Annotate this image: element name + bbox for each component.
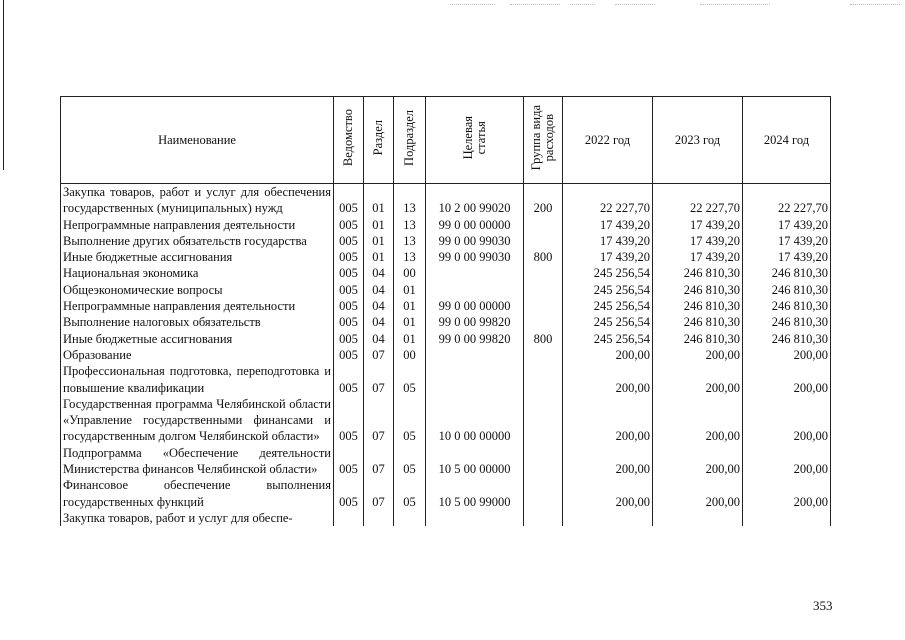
cell-statya [426, 510, 524, 526]
cell-podrazdel: 01 [394, 298, 426, 314]
cell-name: Иные бюджетные ассигнования [61, 249, 334, 265]
table-row [61, 347, 831, 363]
cell-2023: 200,00 [653, 477, 743, 510]
cell-statya: 99 0 00 00000 [426, 217, 524, 233]
cell-2024: 200,00 [743, 347, 831, 363]
cell-2023: 200,00 [653, 396, 743, 445]
cell-razdel: 04 [364, 265, 394, 281]
table-body [61, 184, 831, 527]
cell-2022: 200,00 [563, 347, 653, 363]
cell-statya: 10 5 00 00000 [426, 445, 524, 478]
table-row [61, 445, 831, 478]
cell-name: Непрограммные направления деятельности [61, 298, 334, 314]
cell-razdel: 07 [364, 363, 394, 396]
table-row [61, 282, 831, 298]
budget-table [60, 96, 831, 526]
cell-name: Образование [61, 347, 334, 363]
cell-2023: 200,00 [653, 445, 743, 478]
header-podrazdel [394, 97, 426, 184]
cell-2023: 200,00 [653, 363, 743, 396]
cell-statya [426, 347, 524, 363]
cell-vedomstvo: 005 [334, 217, 364, 233]
cell-statya: 99 0 00 99820 [426, 314, 524, 330]
cell-podrazdel: 00 [394, 265, 426, 281]
cell-2022: 245 256,54 [563, 331, 653, 347]
cell-podrazdel: 05 [394, 477, 426, 510]
cell-statya [426, 282, 524, 298]
cell-vedomstvo [334, 510, 364, 526]
cell-gruppa [524, 510, 563, 526]
cell-statya: 99 0 00 00000 [426, 298, 524, 314]
cell-razdel: 07 [364, 347, 394, 363]
cell-2023: 246 810,30 [653, 298, 743, 314]
header-2023: 2023 год [653, 97, 743, 184]
cell-2023: 17 439,20 [653, 217, 743, 233]
header-vedomstvo [334, 97, 364, 184]
header-statya [426, 97, 524, 184]
cell-name: Иные бюджетные ассигнования [61, 331, 334, 347]
cell-gruppa [524, 477, 563, 510]
header-gruppa-text: Группа вида расходов [529, 105, 556, 171]
scan-edge-line [3, 0, 4, 170]
cell-name: Профессиональная подготовка, переподготовка и повышение квалификации [61, 363, 334, 396]
cell-2022: 200,00 [563, 445, 653, 478]
cell-podrazdel: 01 [394, 314, 426, 330]
scan-artifact [615, 4, 655, 5]
cell-gruppa [524, 363, 563, 396]
table-row [61, 249, 831, 265]
header-vedomstvo-text: Ведомство [341, 109, 355, 167]
cell-2023: 17 439,20 [653, 249, 743, 265]
cell-podrazdel: 05 [394, 363, 426, 396]
cell-2024: 246 810,30 [743, 265, 831, 281]
cell-vedomstvo: 005 [334, 396, 364, 445]
cell-2022: 17 439,20 [563, 217, 653, 233]
cell-statya: 99 0 00 99030 [426, 249, 524, 265]
cell-2022: 17 439,20 [563, 249, 653, 265]
cell-razdel: 01 [364, 217, 394, 233]
cell-statya: 10 0 00 00000 [426, 396, 524, 445]
cell-podrazdel: 13 [394, 184, 426, 217]
cell-2022 [563, 510, 653, 526]
cell-2023: 17 439,20 [653, 233, 743, 249]
cell-name: Закупка товаров, работ и услуг для обеспечения государственных (муниципальных) нужд [61, 184, 334, 217]
cell-2023: 246 810,30 [653, 282, 743, 298]
cell-2024: 200,00 [743, 396, 831, 445]
cell-podrazdel: 13 [394, 249, 426, 265]
table-row [61, 233, 831, 249]
table-header-row [61, 97, 831, 184]
cell-name: Подпрограмма «Обеспечение деятельности Министерства финансов Челябинской области» [61, 445, 334, 478]
cell-vedomstvo: 005 [334, 331, 364, 347]
cell-2024: 17 439,20 [743, 217, 831, 233]
cell-podrazdel: 05 [394, 396, 426, 445]
table-row [61, 265, 831, 281]
cell-vedomstvo: 005 [334, 233, 364, 249]
cell-name: Непрограммные направления деятельности [61, 217, 334, 233]
header-2022: 2022 год [563, 97, 653, 184]
cell-2024: 246 810,30 [743, 282, 831, 298]
table-row [61, 363, 831, 396]
cell-gruppa: 200 [524, 184, 563, 217]
cell-razdel: 07 [364, 396, 394, 445]
cell-gruppa: 800 [524, 249, 563, 265]
cell-vedomstvo: 005 [334, 445, 364, 478]
cell-statya [426, 265, 524, 281]
cell-razdel: 04 [364, 331, 394, 347]
cell-vedomstvo: 005 [334, 249, 364, 265]
scan-artifact [570, 4, 595, 5]
cell-razdel: 01 [364, 249, 394, 265]
cell-statya [426, 363, 524, 396]
cell-2022: 200,00 [563, 363, 653, 396]
cell-name: Государственная программа Челябинской области «Управление государственными финансами и государственным долгом Челябинской области» [61, 396, 334, 445]
cell-2023: 246 810,30 [653, 265, 743, 281]
cell-statya: 10 2 00 99020 [426, 184, 524, 217]
table-row [61, 184, 831, 217]
cell-podrazdel: 01 [394, 282, 426, 298]
cell-2024: 17 439,20 [743, 233, 831, 249]
cell-razdel: 04 [364, 298, 394, 314]
cell-2024: 200,00 [743, 477, 831, 510]
cell-vedomstvo: 005 [334, 477, 364, 510]
cell-2024: 200,00 [743, 445, 831, 478]
cell-gruppa [524, 298, 563, 314]
cell-2022: 245 256,54 [563, 298, 653, 314]
table-row [61, 217, 831, 233]
cell-vedomstvo: 005 [334, 298, 364, 314]
cell-razdel: 07 [364, 477, 394, 510]
cell-vedomstvo: 005 [334, 184, 364, 217]
cell-name: Закупка товаров, работ и услуг для обеспе- [61, 510, 334, 526]
cell-gruppa [524, 217, 563, 233]
cell-razdel [364, 510, 394, 526]
cell-2022: 17 439,20 [563, 233, 653, 249]
cell-gruppa [524, 265, 563, 281]
cell-statya: 10 5 00 99000 [426, 477, 524, 510]
cell-2024: 17 439,20 [743, 249, 831, 265]
cell-vedomstvo: 005 [334, 282, 364, 298]
cell-gruppa [524, 396, 563, 445]
header-razdel-text: Раздел [371, 120, 385, 156]
header-podrazdel-text: Подраздел [402, 109, 416, 166]
cell-razdel: 04 [364, 282, 394, 298]
cell-podrazdel: 01 [394, 331, 426, 347]
table-row [61, 510, 831, 526]
cell-2022: 22 227,70 [563, 184, 653, 217]
header-statya-text: Целевая статья [460, 116, 488, 160]
cell-2023: 246 810,30 [653, 331, 743, 347]
cell-gruppa [524, 347, 563, 363]
cell-vedomstvo: 005 [334, 265, 364, 281]
cell-2024: 246 810,30 [743, 314, 831, 330]
cell-2023 [653, 510, 743, 526]
cell-2022: 200,00 [563, 396, 653, 445]
cell-podrazdel [394, 510, 426, 526]
scan-artifact [850, 4, 900, 5]
cell-gruppa [524, 282, 563, 298]
scan-artifact [510, 4, 560, 5]
cell-gruppa [524, 233, 563, 249]
cell-2023: 22 227,70 [653, 184, 743, 217]
cell-2024 [743, 510, 831, 526]
cell-vedomstvo: 005 [334, 347, 364, 363]
header-razdel [364, 97, 394, 184]
table-row [61, 331, 831, 347]
cell-razdel: 01 [364, 184, 394, 217]
cell-2022: 200,00 [563, 477, 653, 510]
cell-podrazdel: 13 [394, 217, 426, 233]
cell-podrazdel: 05 [394, 445, 426, 478]
cell-razdel: 07 [364, 445, 394, 478]
header-gruppa [524, 97, 563, 184]
page-number: 353 [813, 598, 833, 613]
header-name: Наименование [61, 97, 334, 184]
cell-2022: 245 256,54 [563, 282, 653, 298]
cell-gruppa [524, 314, 563, 330]
cell-name: Финансовое обеспечение выполнения государственных функций [61, 477, 334, 510]
cell-name: Общеэкономические вопросы [61, 282, 334, 298]
cell-2024: 200,00 [743, 363, 831, 396]
cell-podrazdel: 00 [394, 347, 426, 363]
table-row [61, 396, 831, 445]
table-row [61, 298, 831, 314]
cell-2024: 246 810,30 [743, 331, 831, 347]
cell-gruppa [524, 445, 563, 478]
cell-name: Выполнение налоговых обязательств [61, 314, 334, 330]
cell-podrazdel: 13 [394, 233, 426, 249]
cell-2024: 246 810,30 [743, 298, 831, 314]
header-2024: 2024 год [743, 97, 831, 184]
cell-statya: 99 0 00 99820 [426, 331, 524, 347]
table-row [61, 314, 831, 330]
scan-artifact [450, 4, 495, 5]
cell-2023: 246 810,30 [653, 314, 743, 330]
cell-name: Национальная экономика [61, 265, 334, 281]
table-row [61, 477, 831, 510]
cell-2022: 245 256,54 [563, 265, 653, 281]
cell-razdel: 01 [364, 233, 394, 249]
cell-name: Выполнение других обязательств государства [61, 233, 334, 249]
cell-vedomstvo: 005 [334, 314, 364, 330]
cell-gruppa: 800 [524, 331, 563, 347]
cell-vedomstvo: 005 [334, 363, 364, 396]
scan-artifact [700, 4, 770, 5]
cell-razdel: 04 [364, 314, 394, 330]
cell-2023: 200,00 [653, 347, 743, 363]
cell-2024: 22 227,70 [743, 184, 831, 217]
cell-2022: 245 256,54 [563, 314, 653, 330]
cell-statya: 99 0 00 99030 [426, 233, 524, 249]
